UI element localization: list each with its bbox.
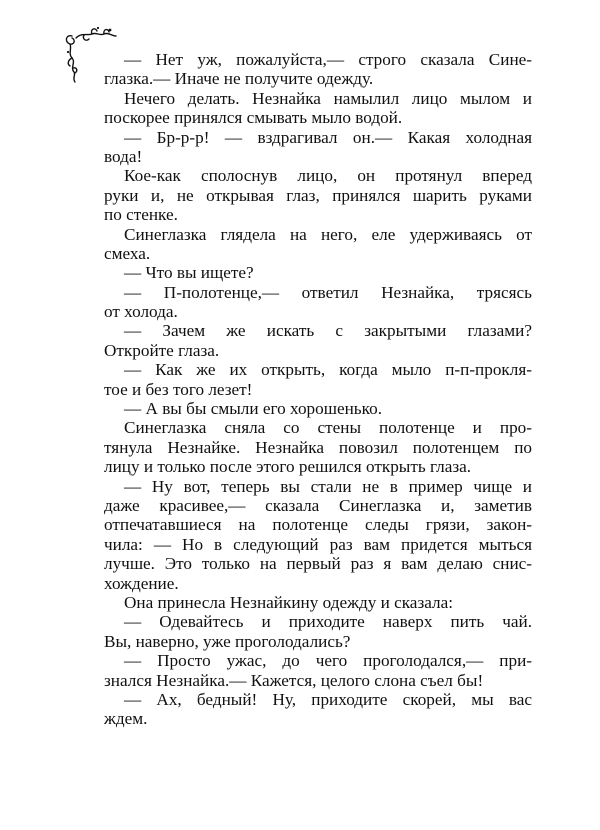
text-line: Кое-как сполоснув лицо, он протянул вперед [124,166,532,186]
text-line: тянула Незнайке. Незнайка повозил полотенцем по [104,437,532,457]
text-line: знался Незнайка.— Кажется, целого слона съел бы! [104,670,484,690]
text-line: — Ах, бедный! Ну, приходите скорей, мы вас [124,689,532,709]
text-line: — Зачем же искать с закрытыми глазами? [124,321,532,341]
text-line: ждем. [104,709,148,729]
text-line: — Как же их открыть, когда мыло п-п-прокля- [124,360,532,380]
text-line: Синеглазка глядела на него, еле удерживаясь от [124,224,532,244]
body-text [104,50,532,729]
text-line: чила: — Но в следующий раз вам придется мыться [104,534,532,554]
text-line: — П-полотенце,— ответил Незнайка, трясясь [124,282,532,302]
text-line: — Ну вот, теперь вы стали не в пример чище и [124,476,532,496]
text-line: руки и, не открывая глаз, принялся шарить руками [104,185,532,205]
text-line: Вы, наверно, уже проголодались? [104,631,351,651]
text-line: поскорее принялся смывать мыло водой. [104,108,403,128]
text-line: — Что вы ищете? [124,263,254,283]
text-line: смеха. [104,243,151,263]
text-line: отпечатавшиеся на полотенце следы грязи, закон- [104,515,532,535]
text-line: — Просто ужас, до чего проголодался,— при- [124,651,532,671]
text-line: по стенке. [104,205,178,225]
text-line: Нечего делать. Незнайка намылил лицо мылом и [124,88,532,108]
text-line: лучше. Это только на первый раз я вам делаю снис- [104,554,532,574]
text-line: тое и без того лезет! [104,379,253,399]
text-line: даже красивее,— сказала Синеглазка и, заметив [104,495,532,515]
text-line: от холода. [104,302,178,322]
text-line: — Бр-р-р! — вздрагивал он.— Какая холодная [124,127,532,147]
text-line: — А вы бы смыли его хорошенько. [124,399,382,419]
text-line: глазка.— Иначе не получите одежду. [104,69,374,89]
text-line: хождение. [104,573,179,593]
text-line: лицу и только после этого решился открыть глаза. [104,457,472,477]
text-line: — Нет уж, пожалуйста,— строго сказала Сине- [124,50,532,69]
text-line: — Одевайтесь и приходите наверх пить чай. [124,612,532,632]
text-line: вода! [104,146,143,166]
text-line: Откройте глаза. [104,340,220,360]
text-line: Синеглазка сняла со стены полотенце и про- [124,418,532,438]
text-line: Она принесла Незнайкину одежду и сказала: [124,592,453,612]
